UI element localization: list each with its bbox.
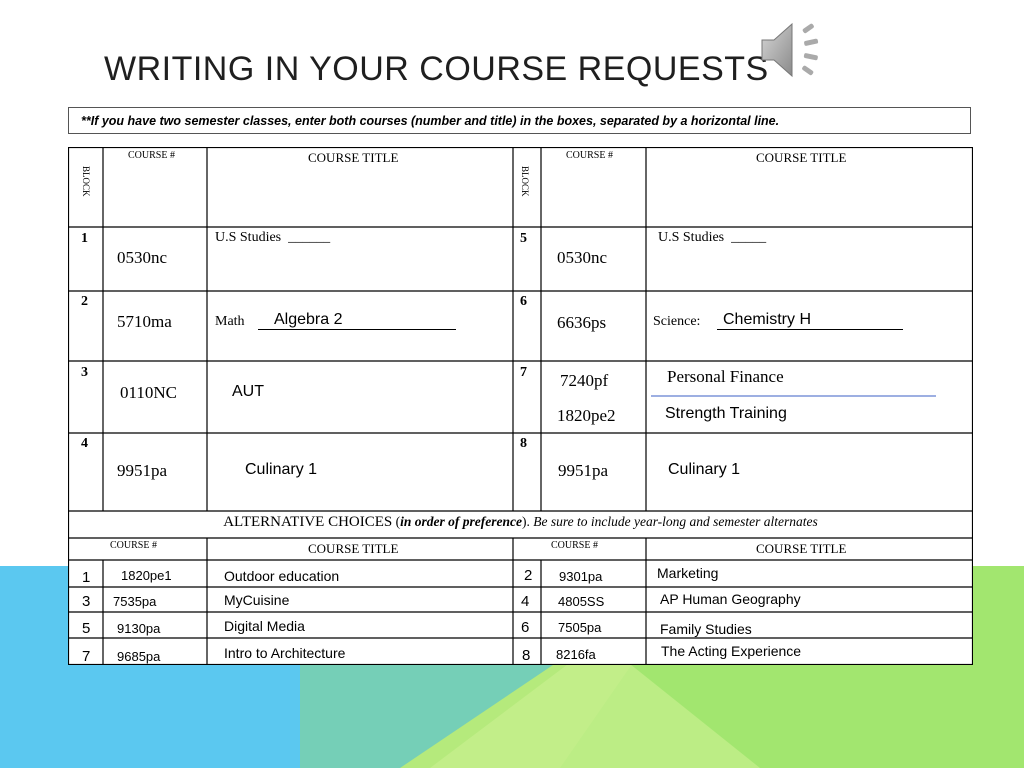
course-title-value[interactable]: Strength Training	[665, 405, 787, 422]
course-number-value[interactable]: 5710ma	[117, 312, 172, 331]
alt-course-title[interactable]: Family Studies	[660, 621, 752, 637]
course-title-label[interactable]: U.S Studies _____	[658, 230, 767, 245]
course-title-header-right: COURSE TITLE	[756, 150, 847, 165]
course-number-value[interactable]: 9951pa	[117, 461, 168, 480]
alt-course-title-header-right: COURSE TITLE	[756, 541, 847, 556]
block-number: 8	[520, 436, 527, 451]
block-number: 5	[520, 231, 527, 246]
alt-choice-number: 6	[521, 619, 530, 636]
course-title-label[interactable]: U.S Studies ______	[215, 230, 331, 245]
alt-course-number[interactable]: 9685pa	[117, 649, 161, 664]
course-title-value[interactable]: Culinary 1	[668, 461, 741, 478]
course-number-value[interactable]: 0110NC	[120, 383, 177, 402]
alt-course-number[interactable]: 7535pa	[113, 594, 157, 609]
alt-choice-number: 1	[82, 569, 91, 586]
alt-choice-number: 2	[524, 567, 533, 584]
course-number-value[interactable]: 1820pe2	[557, 406, 616, 425]
alt-choice-number: 4	[521, 593, 530, 610]
course-number-value[interactable]: 6636ps	[557, 313, 607, 332]
course-title-label: Science:	[653, 314, 701, 329]
alt-course-number-header-right: COURSE #	[551, 540, 598, 551]
course-number-value[interactable]: 9951pa	[558, 461, 609, 480]
course-title-value[interactable]: Personal Finance	[667, 367, 784, 386]
page-title: WRITING IN YOUR COURSE REQUESTS	[104, 50, 769, 88]
course-number-value[interactable]: 0530nc	[557, 248, 608, 267]
alt-course-number[interactable]: 4805SS	[558, 594, 605, 609]
alternative-choices-heading: ALTERNATIVE CHOICES (in order of preference). Be sure to include year-long and semester alternates	[223, 514, 818, 530]
alt-choice-number: 5	[82, 620, 91, 637]
block-number: 4	[81, 436, 88, 451]
course-title-value[interactable]: Chemistry H	[717, 311, 903, 330]
instruction-note: **If you have two semester classes, enter both courses (number and title) in the boxes, separated by a horizontal line.	[68, 107, 971, 134]
block-header-left: BLOCK	[81, 166, 91, 197]
alt-course-number[interactable]: 9130pa	[117, 621, 161, 636]
alt-course-title[interactable]: Intro to Architecture	[224, 645, 346, 661]
alt-course-number[interactable]: 1820pe1	[121, 568, 172, 583]
alt-course-title-header-left: COURSE TITLE	[308, 541, 399, 556]
block-number: 2	[81, 294, 88, 309]
alt-course-title[interactable]: Outdoor education	[224, 568, 340, 584]
block-number: 1	[81, 231, 88, 246]
block-number: 3	[81, 365, 88, 380]
course-request-table	[68, 147, 973, 665]
course-title-value[interactable]: AUT	[232, 383, 264, 400]
course-number-value[interactable]: 7240pf	[560, 371, 609, 390]
course-number-header-right: COURSE #	[566, 150, 613, 161]
alt-choice-number: 3	[82, 593, 91, 610]
course-title-value[interactable]: Culinary 1	[245, 461, 318, 478]
alt-course-title[interactable]: AP Human Geography	[660, 591, 801, 607]
alt-course-title[interactable]: The Acting Experience	[661, 643, 802, 659]
course-title-label: Math	[215, 314, 245, 329]
alt-course-title[interactable]: Marketing	[657, 565, 719, 581]
alt-course-number[interactable]: 7505pa	[558, 620, 602, 635]
alt-course-number[interactable]: 8216fa	[556, 647, 596, 662]
alt-course-number[interactable]: 9301pa	[559, 569, 603, 584]
alt-choice-number: 8	[522, 647, 531, 664]
course-number-value[interactable]: 0530nc	[117, 248, 168, 267]
alt-choice-number: 7	[82, 648, 91, 665]
speaker-icon[interactable]	[758, 16, 828, 84]
alt-course-number-header-left: COURSE #	[110, 540, 157, 551]
course-title-value[interactable]: Algebra 2	[258, 311, 456, 330]
block-number: 6	[520, 294, 527, 309]
course-number-header-left: COURSE #	[128, 150, 175, 161]
block-number: 7	[520, 365, 527, 380]
alt-course-title[interactable]: MyCuisine	[224, 592, 290, 608]
alt-course-title[interactable]: Digital Media	[224, 618, 305, 634]
course-title-header-left: COURSE TITLE	[308, 150, 399, 165]
block-header-right: BLOCK	[520, 166, 530, 197]
